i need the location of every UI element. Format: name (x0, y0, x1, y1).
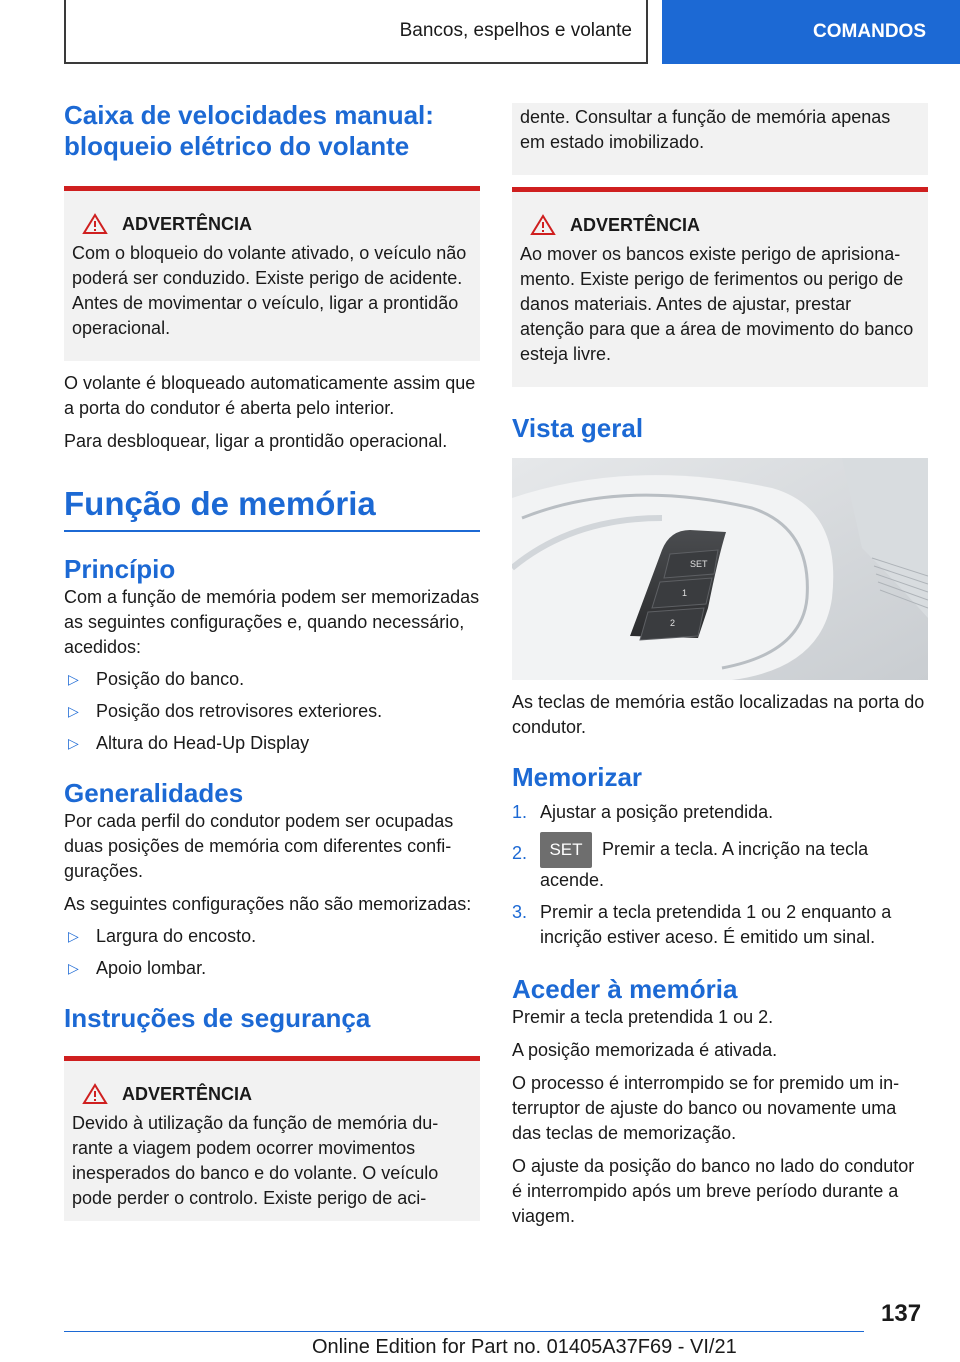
paragraph-principle: Com a função de memória podem ser memorizadas as seguintes configurações e, quando necessário, acedidos: (64, 587, 480, 657)
heading-general: Generalidades (64, 778, 244, 808)
triangle-bullet-icon: ▷ (68, 703, 79, 719)
warning-title-text: ADVERTÊNCIA (570, 214, 701, 235)
warning-title (72, 213, 472, 235)
photo-caption: As teclas de memória estão localizadas na porta do condutor. (512, 692, 925, 737)
warning-title (72, 1083, 472, 1105)
warning-text: Devido à utilização da função de memória durante a viagem podem ocorrer movimentos inesperados do banco e do volante. O veículo pode perder o controlo. Existe perigo de aci- (72, 1113, 439, 1208)
warning-text: Ao mover os bancos existe perigo de aprisionamento. Existe perigo de ferimentos ou perigo de danos materiais. Antes de ajustar, prestar atenção para que a área de movimento do banco esteja livre. (520, 244, 914, 364)
paragraph-access-2: A posição memorizada é ativada. (512, 1040, 778, 1060)
header-section-title: Bancos, espelhos e volante (399, 20, 632, 41)
list-item: ▷ Apoio lombar. (64, 956, 480, 981)
triangle-bullet-icon: ▷ (68, 735, 79, 751)
triangle-bullet-icon: ▷ (68, 671, 79, 687)
list-memory-settings (64, 667, 480, 756)
right-column (512, 103, 928, 1229)
heading-safety: Instruções de segurança (64, 1003, 371, 1033)
heading-memory-function: Função de memória (64, 485, 376, 522)
photo-key-set: SET (690, 559, 708, 569)
warning-title-text: ADVERTÊNCIA (122, 1083, 253, 1104)
heading-access-memory: Aceder à memória (512, 974, 738, 1004)
footer-divider (64, 1331, 864, 1332)
steps-list (512, 800, 928, 950)
triangle-bullet-icon: ▷ (68, 928, 79, 944)
warning-title (520, 214, 920, 236)
paragraph-general-2: As seguintes configurações não são memorizadas: (64, 894, 472, 914)
list-item: ▷ Posição do banco. (64, 667, 480, 692)
set-key-icon: SET (540, 832, 592, 868)
warning-icon (82, 1083, 108, 1105)
warning-title-text: ADVERTÊNCIA (122, 213, 253, 234)
step-item: 1. Ajustar a posição pretendida. (512, 800, 928, 825)
heading-store: Memorizar (512, 762, 643, 792)
step-number: 1. (512, 802, 528, 822)
paragraph-unlock: Para desbloquear, ligar a prontidão operacional. (64, 431, 448, 451)
heading-principle: Princípio (64, 554, 176, 584)
header-section (64, 0, 648, 64)
warning-box-3 (512, 187, 928, 387)
left-column (64, 100, 480, 1221)
memory-heading-block (64, 484, 480, 532)
heading-overview: Vista geral (512, 413, 644, 443)
step-number: 2. (512, 843, 528, 863)
footer-edition: Online Edition for Part no. 01405A37F69 - VI/21 (312, 1336, 737, 1358)
warning-box-2 (64, 1056, 480, 1221)
page-number: 137 (881, 1300, 922, 1327)
step-item: 3. Premir a tecla pretendida 1 ou 2 enquanto a incrição estiver aceso. É emitido um sinal. (512, 900, 928, 950)
paragraph-access-1: Premir a tecla pretendida 1 ou 2. (512, 1007, 774, 1027)
list-item: ▷ Altura do Head-Up Display (64, 731, 480, 756)
step-number: 3. (512, 902, 528, 922)
warning-icon (530, 214, 556, 236)
step-item: 2. SET Premir a tecla. A incrição na tecla acende. (512, 832, 928, 893)
list-item: ▷ Posição dos retrovisores exteriores. (64, 699, 480, 724)
paragraph-general-1: Por cada perfil do condutor podem ser ocupadas duas posições de memória com diferentes configurações. (64, 811, 454, 881)
photo-key-1: 1 (682, 588, 688, 598)
warning-icon (82, 213, 108, 235)
paragraph-access-3: O processo é interrompido se for premido um interruptor de ajuste do banco ou novamente uma das teclas de memorização. (512, 1073, 900, 1143)
header-chapter-title: COMANDOS (813, 21, 926, 42)
list-not-stored (64, 924, 480, 981)
heading-steering-lock: Caixa de velocidades manual: bloqueio elétrico do volante (64, 100, 434, 161)
warning-box-1 (64, 186, 480, 361)
warning-text: Com o bloqueio do volante ativado, o veículo não poderá ser conduzido. Existe perigo de acidente. Antes de movimentar o veículo, ligar a prontidão operacional. (72, 243, 467, 338)
triangle-bullet-icon: ▷ (68, 960, 79, 976)
header-chapter (662, 0, 960, 64)
warning-continuation (512, 103, 928, 175)
memory-buttons-photo (512, 458, 928, 680)
warning-continuation-text: dente. Consultar a função de memória apenas em estado imobilizado. (520, 107, 891, 152)
list-item: ▷ Largura do encosto. (64, 924, 480, 949)
photo-key-2: 2 (670, 618, 676, 628)
paragraph-access-4: O ajuste da posição do banco no lado do condutor é interrompido após um breve período durante a viagem. (512, 1156, 915, 1226)
paragraph-auto-lock: O volante é bloqueado automaticamente assim que a porta do condutor é aberta pelo interior. (64, 373, 476, 418)
